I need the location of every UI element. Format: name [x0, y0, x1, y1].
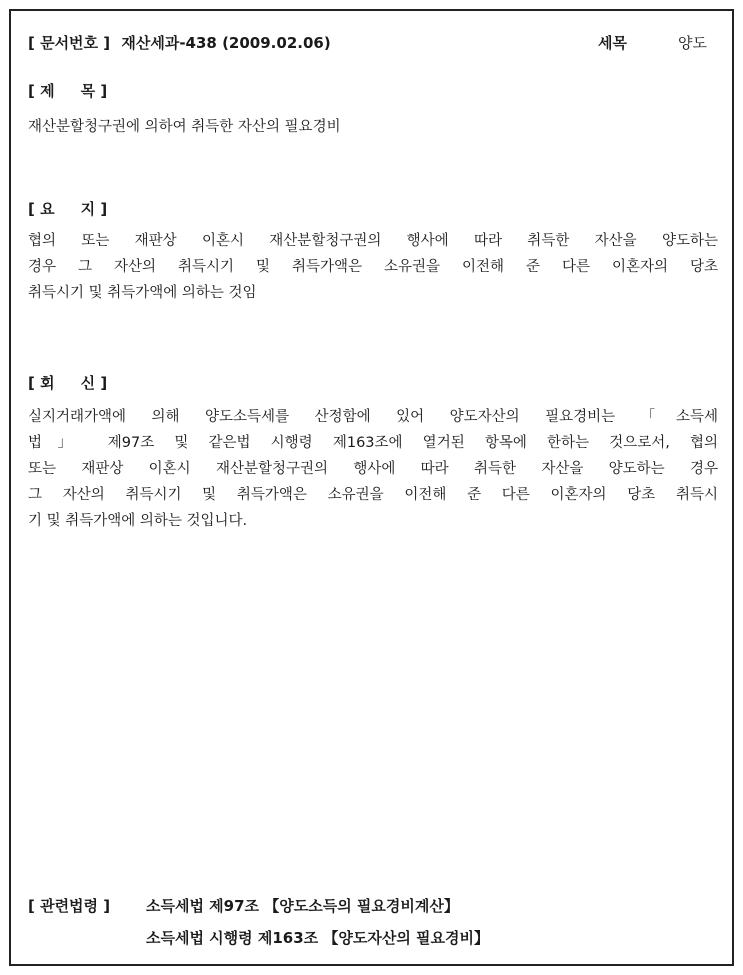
summary-line: 경우 그 자산의 취득시기 및 취득가액은 소유권을 이전해 준 다른 이혼자의 당초 [28, 259, 718, 275]
reply-line: 또는 재판상 이혼시 재산분할청구권의 행사에 따라 취득한 자산을 양도하는 경우 [28, 461, 718, 477]
summary-text [28, 228, 718, 306]
summary-line: 협의 또는 재판상 이혼시 재산분할청구권의 행사에 따라 취득한 자산을 양도하는 [28, 233, 718, 249]
reply-heading: [ 회 신 ] [28, 374, 108, 392]
doc-number-label: [ 문서번호 ] [28, 34, 111, 52]
title-text: 재산분할청구권에 의하여 취득한 자산의 필요경비 [28, 119, 341, 135]
reply-line: 그 자산의 취득시기 및 취득가액은 소유권을 이전해 준 다른 이혼자의 당초 취득시 [28, 487, 718, 503]
summary-line: 취득시기 및 취득가액에 의하는 것임 [28, 285, 257, 301]
title-heading: [ 제 목 ] [28, 82, 108, 100]
reply-line: 실지거래가액에 의해 양도소득세를 산정함에 있어 양도자산의 필요경비는 「소득세 [28, 409, 718, 425]
related-law-item: 소득세법 시행령 제163조 【양도자산의 필요경비】 [146, 929, 490, 947]
reply-line: 법」 제97조 및 같은법 시행령 제163조에 열거된 항목에 한하는 것으로서, 협의 [28, 435, 718, 451]
reply-line: 기 및 취득가액에 의하는 것입니다. [28, 513, 248, 529]
related-law-item: 소득세법 제97조 【양도소득의 필요경비계산】 [146, 897, 459, 915]
tax-type-label: 세목 [598, 34, 627, 52]
doc-number-line [28, 32, 331, 53]
reply-text [28, 404, 718, 534]
doc-number-value: 재산세과-438 (2009.02.06) [121, 34, 331, 52]
summary-heading: [ 요 지 ] [28, 200, 108, 218]
related-laws-label: [ 관련법령 ] [28, 897, 111, 915]
tax-type-value: 양도 [678, 34, 707, 52]
